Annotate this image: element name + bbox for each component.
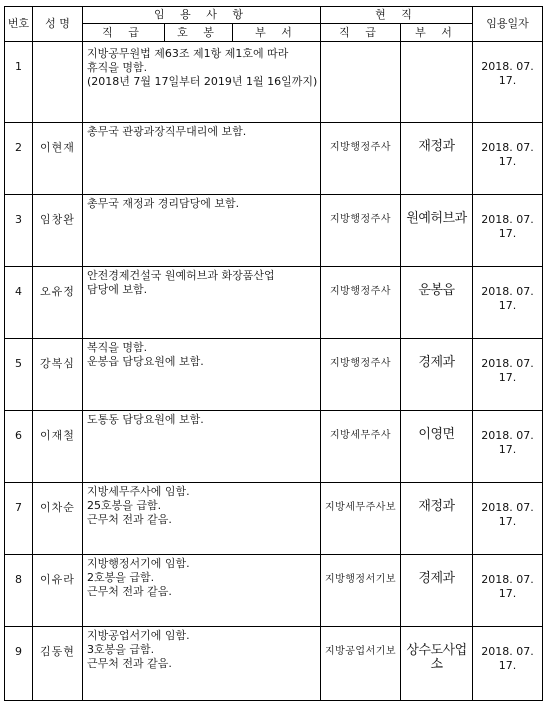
current-grade: 지방행정주사 xyxy=(321,123,401,195)
current-grade: 지방행정서기보 xyxy=(321,555,401,627)
current-grade: 지방세무주사보 xyxy=(321,483,401,555)
table-row xyxy=(5,411,543,483)
appointment-description: 지방세무주사에 임함. 25호봉을 급함. 근무처 전과 같음. xyxy=(83,483,321,555)
row-number: 9 xyxy=(5,627,33,701)
appointment-table-frame xyxy=(4,6,534,678)
person-name: 이차순 xyxy=(33,483,83,555)
person-name: 강복심 xyxy=(33,339,83,411)
row-number: 8 xyxy=(5,555,33,627)
header-name: 성 명 xyxy=(33,7,83,42)
row-number: 2 xyxy=(5,123,33,195)
row-number: 3 xyxy=(5,195,33,267)
person-name: 오유정 xyxy=(33,267,83,339)
appointment-date: 2018. 07. 17. xyxy=(473,411,543,483)
person-name xyxy=(33,42,83,123)
current-grade: 지방행정주사 xyxy=(321,339,401,411)
appointment-description: 지방공무원법 제63조 제1항 제1호에 따라 휴직을 명함. (2018년 7월 17일부터 2019년 1월 16일까지) xyxy=(83,42,321,123)
current-department: 상수도사업소 xyxy=(401,627,473,701)
header-no: 번호 xyxy=(5,7,33,42)
current-department: 원예허브과 xyxy=(401,195,473,267)
row-number: 1 xyxy=(5,42,33,123)
table-row xyxy=(5,627,543,701)
appointment-description: 지방공업서기에 임함. 3호봉을 급함. 근무처 전과 같음. xyxy=(83,627,321,701)
appointment-date: 2018. 07. 17. xyxy=(473,195,543,267)
current-department: 경제과 xyxy=(401,339,473,411)
current-grade: 지방공업서기보 xyxy=(321,627,401,701)
table-row xyxy=(5,339,543,411)
current-department: 이영면 xyxy=(401,411,473,483)
appointment-date: 2018. 07. 17. xyxy=(473,627,543,701)
person-name: 김동현 xyxy=(33,627,83,701)
appointment-date: 2018. 07. 17. xyxy=(473,123,543,195)
table-row xyxy=(5,195,543,267)
table-row xyxy=(5,42,543,123)
table-row xyxy=(5,483,543,555)
person-name: 이유라 xyxy=(33,555,83,627)
current-department: 재정과 xyxy=(401,123,473,195)
header-current: 현 직 xyxy=(321,7,473,24)
appointment-description: 총무국 재정과 경리담당에 보함. xyxy=(83,195,321,267)
header-cur-grade: 직 급 xyxy=(321,24,401,42)
header-date: 임용일자 xyxy=(473,7,543,42)
row-number: 5 xyxy=(5,339,33,411)
appointment-description: 도통동 담당요원에 보함. xyxy=(83,411,321,483)
current-department xyxy=(401,42,473,123)
header-row-top xyxy=(5,7,543,24)
header-appointment: 임 용 사 항 xyxy=(83,7,321,24)
appointment-description: 안전경제건설국 원예허브과 화장품산업 담당에 보함. xyxy=(83,267,321,339)
person-name: 임창완 xyxy=(33,195,83,267)
row-number: 6 xyxy=(5,411,33,483)
table-row xyxy=(5,267,543,339)
person-name: 이현재 xyxy=(33,123,83,195)
appointment-date: 2018. 07. 17. xyxy=(473,483,543,555)
header-appt-dept: 부 서 xyxy=(233,24,321,42)
current-department: 재정과 xyxy=(401,483,473,555)
current-grade: 지방행정주사 xyxy=(321,267,401,339)
table-row xyxy=(5,123,543,195)
row-number: 4 xyxy=(5,267,33,339)
current-department: 운봉읍 xyxy=(401,267,473,339)
current-department: 경제과 xyxy=(401,555,473,627)
header-appt-grade: 직 급 xyxy=(83,24,165,42)
current-grade: 지방행정주사 xyxy=(321,195,401,267)
header-appt-step: 호 봉 xyxy=(165,24,233,42)
current-grade xyxy=(321,42,401,123)
current-grade: 지방세무주사 xyxy=(321,411,401,483)
appointment-table xyxy=(4,6,543,701)
header-row-bottom xyxy=(5,24,543,42)
header-cur-dept: 부 서 xyxy=(401,24,473,42)
person-name: 이재철 xyxy=(33,411,83,483)
appointment-date: 2018. 07. 17. xyxy=(473,267,543,339)
appointment-description: 복직을 명함. 운봉읍 담당요원에 보함. xyxy=(83,339,321,411)
appointment-date: 2018. 07. 17. xyxy=(473,555,543,627)
appointment-description: 총무국 관광과장직무대리에 보함. xyxy=(83,123,321,195)
appointment-date: 2018. 07. 17. xyxy=(473,339,543,411)
row-number: 7 xyxy=(5,483,33,555)
appointment-description: 지방행정서기에 임함. 2호봉을 급함. 근무처 전과 같음. xyxy=(83,555,321,627)
appointment-date: 2018. 07. 17. xyxy=(473,42,543,123)
table-row xyxy=(5,555,543,627)
